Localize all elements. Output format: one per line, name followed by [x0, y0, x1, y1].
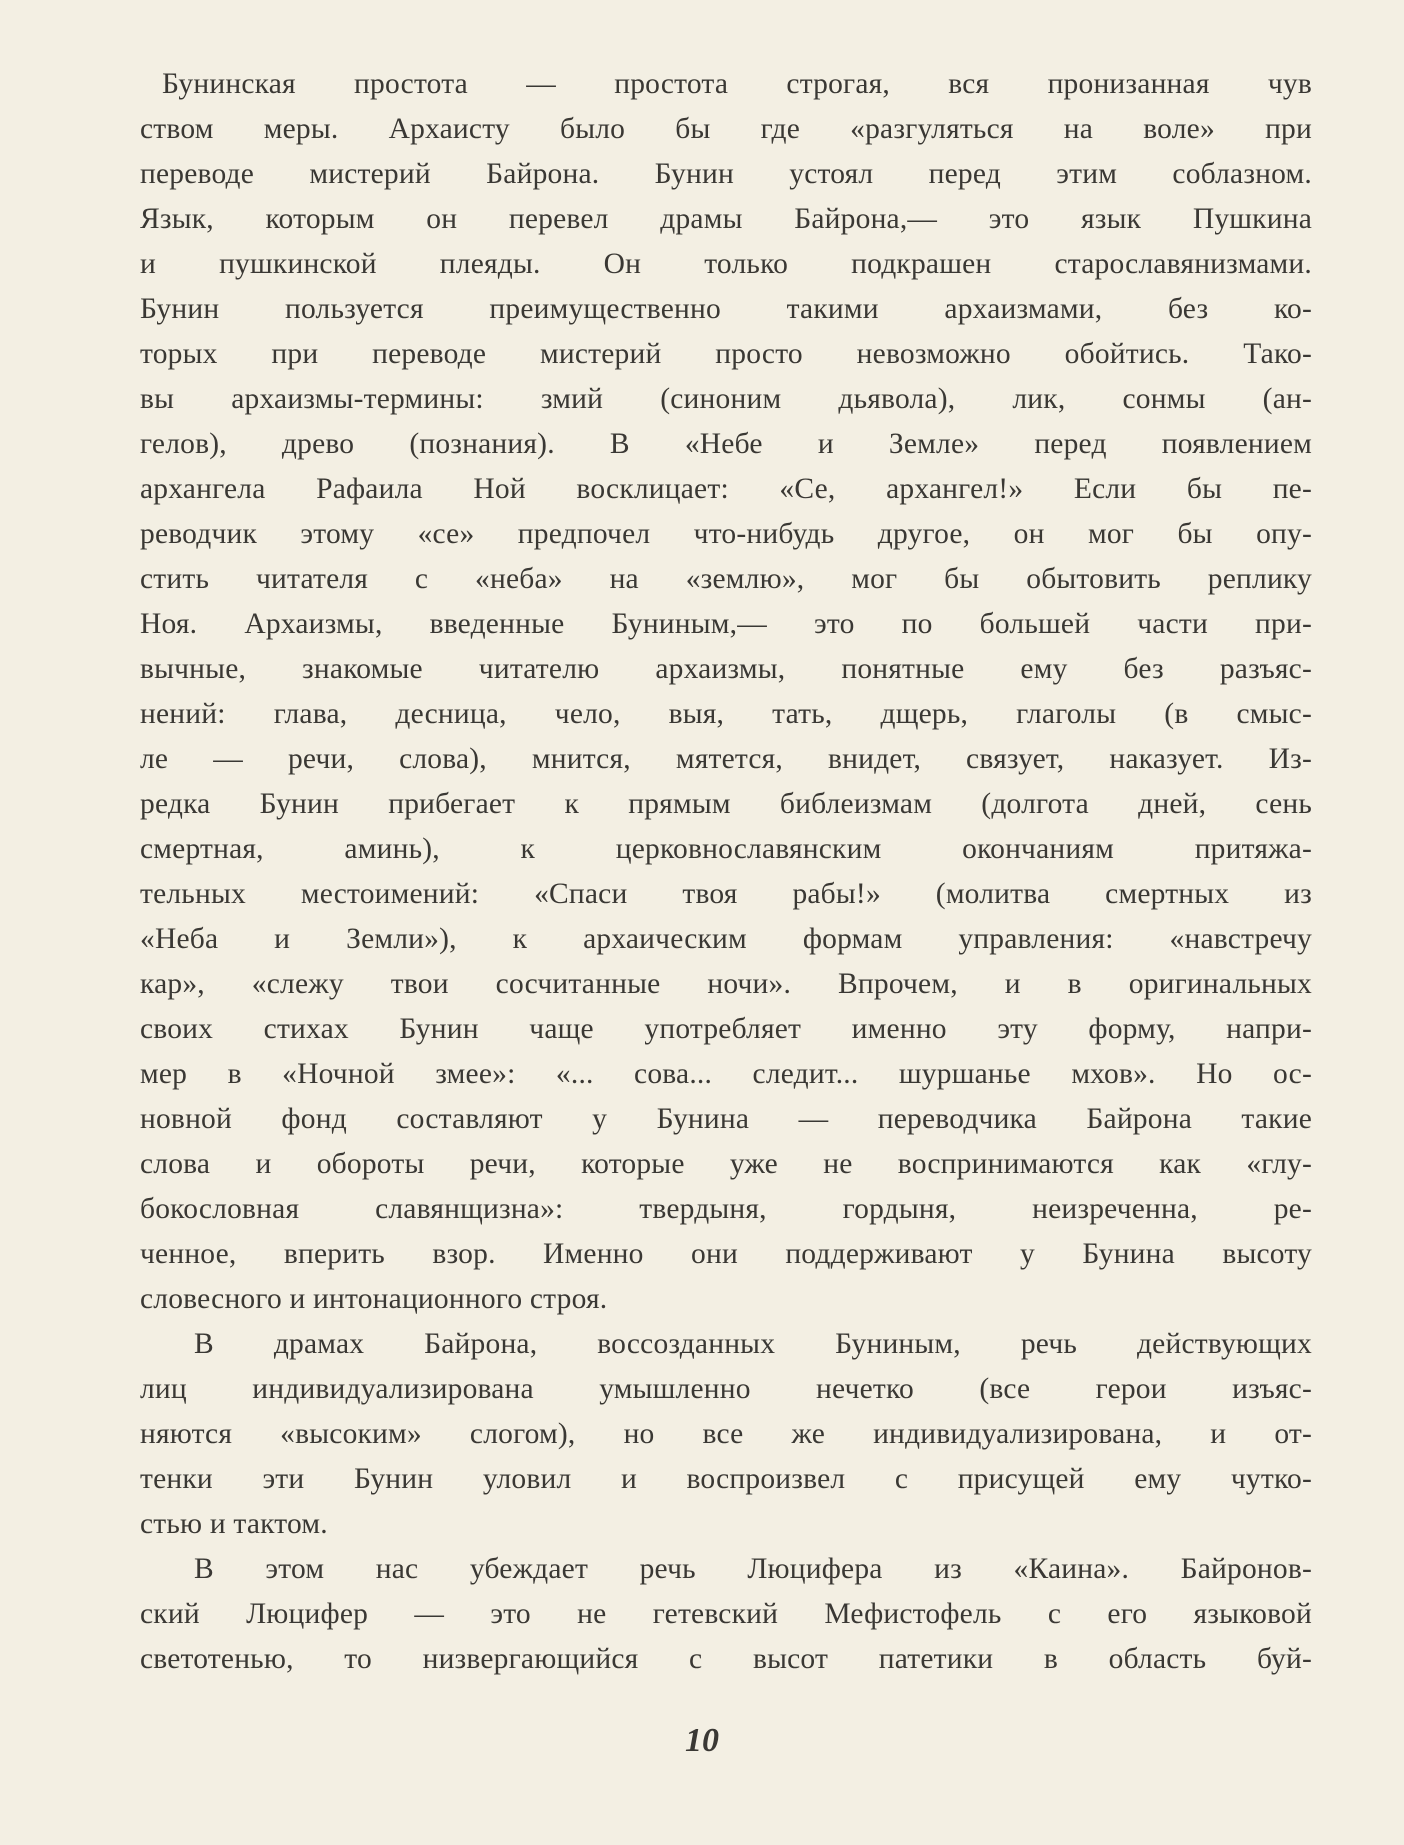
text-line: ле — речи, слова), мнится, мятется, внидет, связует, наказует. Из- [140, 743, 1312, 775]
text-line: лиц индивидуализирована умышленно нечетко (все герои изъяс- [140, 1373, 1312, 1405]
text-line: новной фонд составляют у Бунина — переводчика Байрона такие [140, 1103, 1312, 1135]
page-number: 10 [685, 1722, 719, 1759]
paragraph [140, 1322, 1312, 1547]
text-line: бокословная славянщизна»: твердыня, гордыня, неизреченна, ре- [140, 1193, 1312, 1225]
text-line: нений: глава, десница, чело, выя, тать, дщерь, глаголы (в смыс- [140, 698, 1312, 730]
text-line: В этом нас убеждает речь Люцифера из «Каина». Байронов- [194, 1553, 1312, 1585]
text-line: стить читателя с «неба» на «землю», мог бы обытовить реплику [140, 563, 1312, 595]
text-line: торых при переводе мистерий просто невозможно обойтись. Тако- [140, 338, 1312, 370]
text-line: Бунин пользуется преимущественно такими архаизмами, без ко- [140, 293, 1312, 325]
text-line: стью и тактом. [140, 1508, 328, 1540]
text-line: Ноя. Архаизмы, введенные Буниным,— это по большей части при- [140, 608, 1312, 640]
body-text [140, 62, 1312, 1682]
text-line: переводе мистерий Байрона. Бунин устоял перед этим соблазном. [140, 158, 1312, 190]
text-line: реводчик этому «се» предпочел что-нибудь другое, он мог бы опу- [140, 518, 1312, 550]
text-line: кар», «слежу твои сосчитанные ночи». Впрочем, и в оригинальных [140, 968, 1312, 1000]
text-line: ством меры. Архаисту было бы где «разгуляться на воле» при [140, 113, 1312, 145]
text-line: вы архаизмы-термины: змий (синоним дьявола), лик, сонмы (ан- [140, 383, 1312, 415]
paragraph [140, 62, 1312, 1322]
text-line: «Неба и Земли»), к архаическим формам управления: «навстречу [140, 923, 1312, 955]
text-line: тельных местоимений: «Спаси твоя рабы!» (молитва смертных из [140, 878, 1312, 910]
paragraph [140, 1547, 1312, 1682]
text-line: словесного и интонационного строя. [140, 1283, 608, 1315]
text-line: В драмах Байрона, воссозданных Буниным, речь действующих [194, 1328, 1312, 1360]
text-line: слова и обороты речи, которые уже не воспринимаются как «глу- [140, 1148, 1312, 1180]
text-line: архангела Рафаила Ной восклицает: «Се, архангел!» Если бы пе- [140, 473, 1312, 505]
text-line: смертная, аминь), к церковнославянским окончаниям притяжа- [140, 833, 1312, 865]
text-line: мер в «Ночной змее»: «... сова... следит... шуршанье мхов». Но ос- [140, 1058, 1312, 1090]
text-line: редка Бунин прибегает к прямым библеизмам (долгота дней, сень [140, 788, 1312, 820]
text-line: вычные, знакомые читателю архаизмы, понятные ему без разъяс- [140, 653, 1312, 685]
text-line: Язык, которым он перевел драмы Байрона,— это язык Пушкина [140, 203, 1312, 235]
text-line: ский Люцифер — это не гетевский Мефистофель с его языковой [140, 1598, 1312, 1630]
text-line: Бунинская простота — простота строгая, вся пронизанная чув [162, 68, 1312, 100]
text-line: и пушкинской плеяды. Он только подкрашен старославянизмами. [140, 248, 1312, 280]
text-line: няются «высоким» слогом), но все же индивидуализирована, и от- [140, 1418, 1312, 1450]
text-line: тенки эти Бунин уловил и воспроизвел с присущей ему чутко- [140, 1463, 1312, 1495]
text-line: ченное, вперить взор. Именно они поддерживают у Бунина высоту [140, 1238, 1312, 1270]
text-line: светотенью, то низвергающийся с высот патетики в область буй- [140, 1643, 1312, 1675]
text-line: гелов), древо (познания). В «Небе и Земле» перед появлением [140, 428, 1312, 460]
text-line: своих стихах Бунин чаще употребляет именно эту форму, напри- [140, 1013, 1312, 1045]
